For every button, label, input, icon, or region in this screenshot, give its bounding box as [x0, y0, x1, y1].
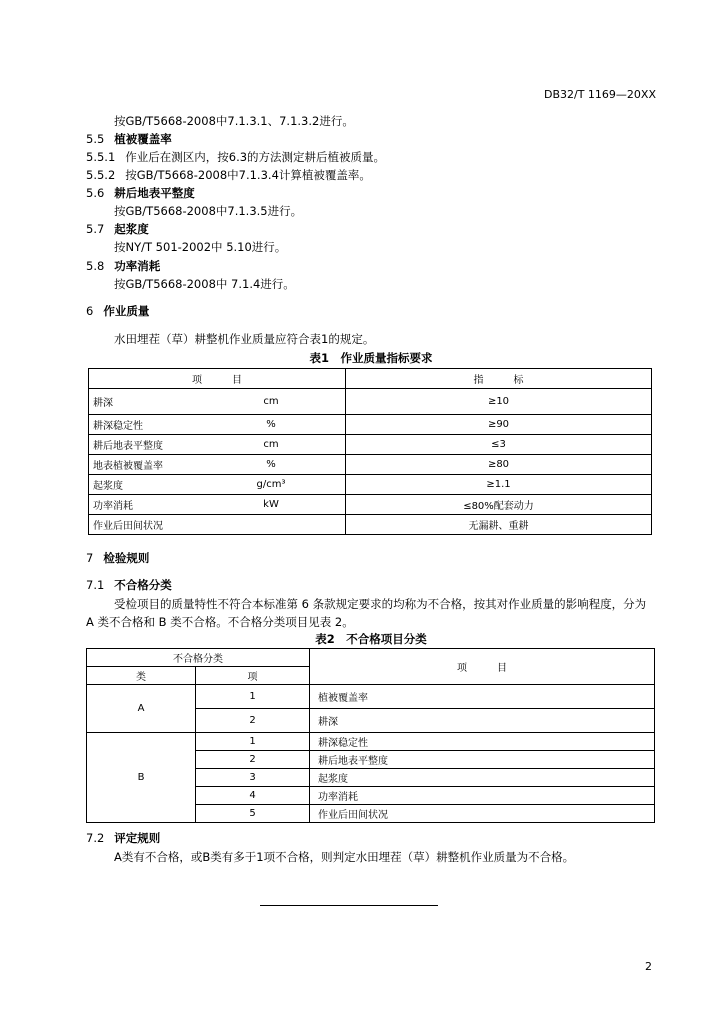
row-value: ≤3: [346, 435, 652, 455]
section6-paragraph: 水田埋茬（草）耕整机作业质量应符合表1的规定。: [114, 332, 375, 346]
item-no: 5: [196, 805, 310, 823]
item-name: 耕深: [310, 709, 655, 733]
row-name: 功率消耗: [89, 495, 198, 515]
row-name: 起浆度: [89, 475, 198, 495]
heading-5-8: 5.8 功率消耗: [86, 259, 161, 273]
item-no: 4: [196, 787, 310, 805]
item-name: 起浆度: [310, 769, 655, 787]
row-name: 地表植被覆盖率: [89, 455, 198, 475]
table-header-group: 不合格分类: [87, 649, 310, 667]
table-row: [89, 435, 652, 455]
row-name: 耕深稳定性: [89, 415, 198, 435]
table-row: [89, 495, 652, 515]
table-header-item-no: 项: [196, 667, 310, 685]
table-row: [89, 455, 652, 475]
row-value: ≥1.1: [346, 475, 652, 495]
quality-table: [88, 368, 652, 535]
heading-5-6: 5.6 耕后地表平整度: [86, 186, 195, 200]
heading-7-1: 7.1 不合格分类: [86, 578, 172, 592]
row-value: ≥80: [346, 455, 652, 475]
table-header-row: [87, 649, 655, 667]
row-value: ≥10: [346, 389, 652, 415]
item-no: 1: [196, 733, 310, 751]
heading-7-2: 7.2 评定规则: [86, 831, 161, 845]
table-header-class: 类: [87, 667, 196, 685]
item-no: 2: [196, 709, 310, 733]
text-line: 按GB/T5668-2008中7.1.3.1、7.1.3.2进行。: [114, 114, 354, 128]
item-no: 2: [196, 751, 310, 769]
section7-2-paragraph: A类有不合格，或B类有多于1项不合格，则判定水田埋茬（草）耕整机作业质量为不合格。: [114, 850, 575, 864]
table-row: [89, 415, 652, 435]
row-unit: [197, 515, 346, 535]
row-name: 作业后田间状况: [89, 515, 198, 535]
row-unit: kW: [197, 495, 346, 515]
class-a-cell: A: [87, 685, 196, 733]
row-unit: %: [197, 455, 346, 475]
item-name: 植被覆盖率: [310, 685, 655, 709]
item-name: 功率消耗: [310, 787, 655, 805]
table-header-row: [89, 369, 652, 389]
table-header-item: 项 目: [310, 649, 655, 685]
section7-paragraph: 受检项目的质量特性不符合本标准第 6 条款规定要求的均称为不合格，按其对作业质量的影响程度，分为 A 类不合格和 B 类不合格。不合格分类项目见表 2。: [86, 597, 647, 629]
table-header-index: 指 标: [346, 369, 652, 389]
item-name: 作业后田间状况: [310, 805, 655, 823]
page-number: 2: [645, 960, 652, 973]
heading-7: 7 检验规则: [86, 551, 150, 565]
heading-5-5: 5.5 植被覆盖率: [86, 132, 172, 146]
table1-caption: 表1 作业质量指标要求: [309, 351, 433, 365]
item-no: 3: [196, 769, 310, 787]
row-name: 耕深: [89, 389, 198, 415]
row-unit: %: [197, 415, 346, 435]
clause-5-5-2: 5.5.2 按GB/T5668-2008中7.1.3.4计算植被覆盖率。: [86, 168, 371, 182]
end-rule: [260, 905, 438, 906]
table-row: [87, 685, 655, 709]
clause-5-5-1: 5.5.1 作业后在测区内，按6.3的方法测定耕后植被质量。: [86, 150, 386, 164]
row-value: ≥90: [346, 415, 652, 435]
table-row: [89, 515, 652, 535]
item-name: 耕后地表平整度: [310, 751, 655, 769]
table-row: [89, 389, 652, 415]
row-name: 耕后地表平整度: [89, 435, 198, 455]
table2-caption: 表2 不合格项目分类: [315, 632, 427, 646]
table-header-item: 项 目: [89, 369, 346, 389]
heading-5-7: 5.7 起浆度: [86, 222, 149, 236]
text-line: 按GB/T5668-2008中7.1.3.5进行。: [114, 204, 303, 218]
item-name: 耕深稳定性: [310, 733, 655, 751]
text-line: 按NY/T 501-2002中 5.10进行。: [114, 240, 287, 254]
heading-6: 6 作业质量: [86, 304, 150, 318]
row-unit: g/cm³: [197, 475, 346, 495]
row-value: ≤80%配套动力: [346, 495, 652, 515]
class-b-cell: B: [87, 733, 196, 823]
row-value: 无漏耕、重耕: [346, 515, 652, 535]
row-unit: cm: [197, 389, 346, 415]
table-row: [87, 733, 655, 751]
item-no: 1: [196, 685, 310, 709]
table-row: [89, 475, 652, 495]
row-unit: cm: [197, 435, 346, 455]
nonconformity-table: [86, 648, 655, 823]
text-line: 按GB/T5668-2008中 7.1.4进行。: [114, 277, 295, 291]
document-number: DB32/T 1169—20XX: [544, 88, 656, 101]
